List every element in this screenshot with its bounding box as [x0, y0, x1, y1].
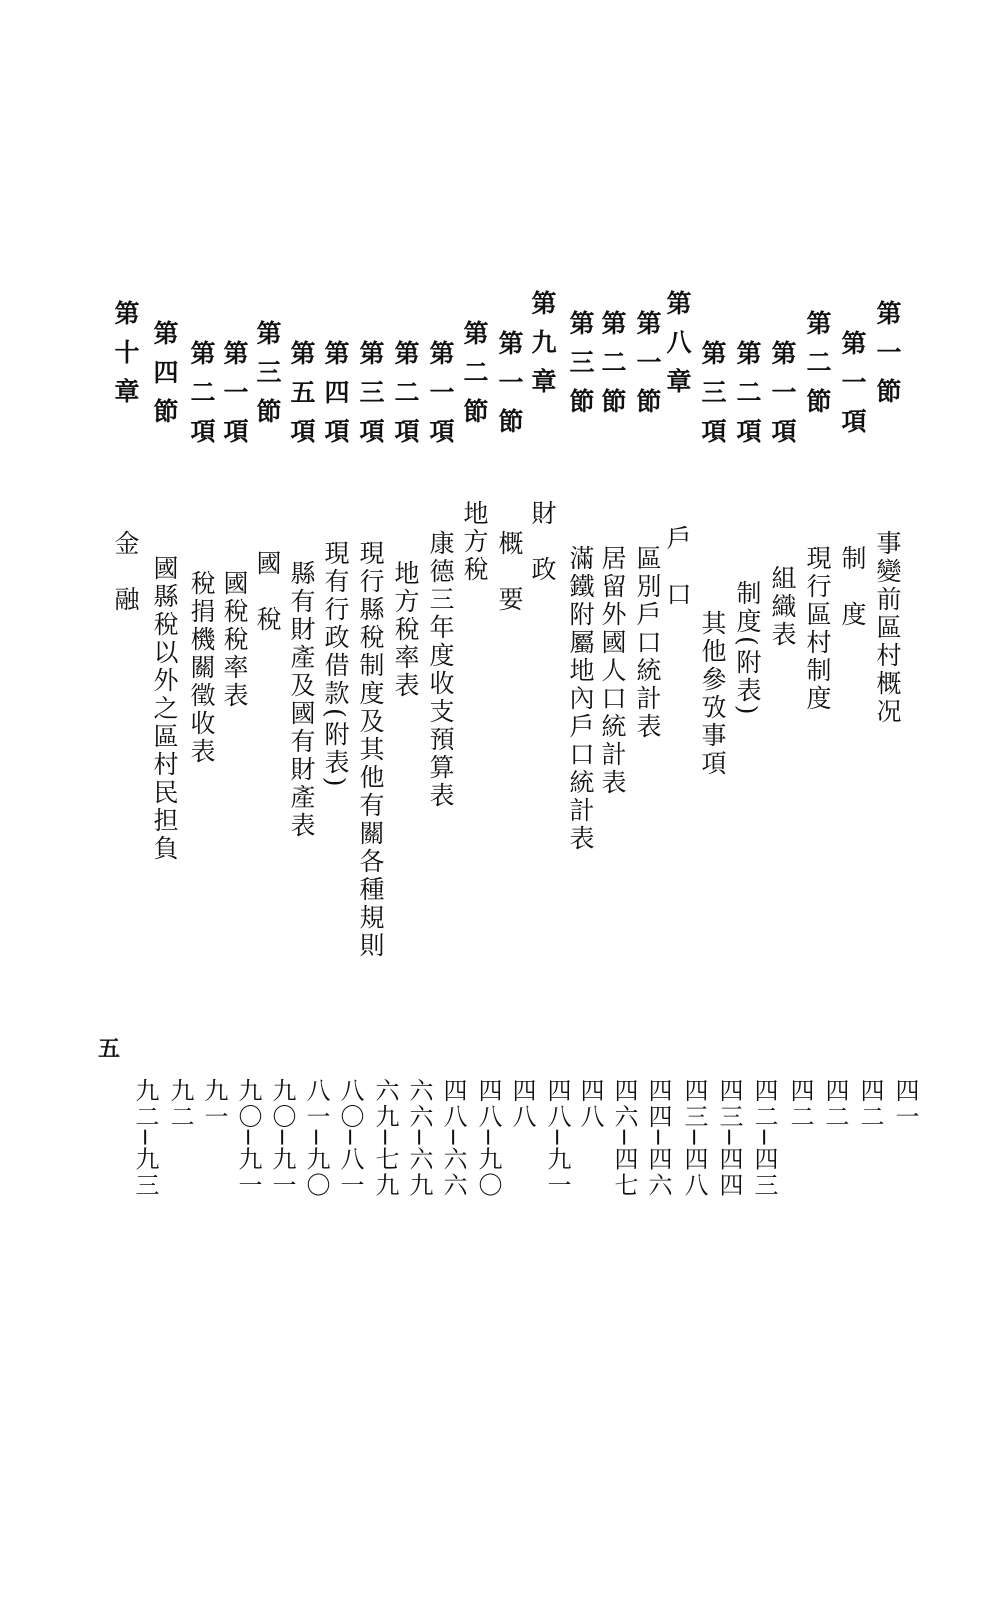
- toc-entry-pages: 四二─四三: [750, 1078, 778, 1199]
- toc-entry-pages: 四八: [576, 1078, 604, 1130]
- toc-entry-label: 第二項: [391, 340, 420, 457]
- toc-entry-title: 現有行政借款(附表): [321, 540, 350, 790]
- toc-entry-pages: 四二: [856, 1078, 884, 1130]
- toc-entry-title: 居留外國人口統計表: [598, 545, 627, 797]
- toc-entry-pages: 四八─六六: [439, 1078, 467, 1199]
- toc-entry-title: 制 度: [838, 545, 867, 629]
- toc-entry-title: 財 政: [528, 500, 557, 584]
- toc-entry-title: 其他參攷事項: [698, 610, 727, 778]
- toc-entry-title: 滿鐵附屬地內戶口統計表: [566, 545, 595, 853]
- toc-entry-pages: 四二: [786, 1078, 814, 1130]
- toc-entry-label: 第二項: [733, 340, 762, 457]
- folio-page-number: 五: [98, 1036, 121, 1062]
- toc-entry-label: 第一項: [768, 340, 797, 457]
- toc-entry-label: 第一項: [838, 330, 867, 447]
- toc-entry-pages: 八一─九〇: [302, 1078, 330, 1199]
- toc-entry-title: 地方稅率表: [391, 560, 420, 700]
- toc-entry-pages: 九二: [166, 1078, 194, 1130]
- toc-entry-label: 第四項: [321, 340, 350, 457]
- toc-entry-title: 康德三年度收支預算表: [426, 530, 455, 810]
- toc-entry-pages: 四二: [821, 1078, 849, 1130]
- toc-entry-label: 第三節: [566, 310, 595, 427]
- toc-entry-title: 現行縣稅制度及其他有關各種規則: [356, 540, 385, 960]
- toc-entry-pages: 八〇─八一: [336, 1078, 364, 1199]
- toc-entry-pages: 四三─四四: [715, 1078, 743, 1199]
- toc-entry-label: 第二節: [598, 310, 627, 427]
- toc-entry-pages: 四一: [891, 1078, 919, 1130]
- toc-entry-pages: 六九─七九: [371, 1078, 399, 1199]
- toc-entry-title: 縣有財產及國有財產表: [287, 560, 316, 840]
- toc-entry-title: 事變前區村概况: [873, 530, 902, 726]
- toc-entry-title: 制度(附表): [733, 580, 762, 718]
- toc-entry-title: 地方稅: [460, 500, 489, 584]
- toc-entry-label: 第二節: [803, 310, 832, 427]
- toc-entry-title: 組織表: [768, 565, 797, 649]
- toc-entry-pages: 四四─四六: [644, 1078, 672, 1199]
- toc-entry-label: 第五項: [287, 340, 316, 457]
- toc-entry-label: 第一項: [426, 340, 455, 457]
- toc-entry-title: 概 要: [495, 530, 524, 614]
- toc-entry-pages: 四八: [508, 1078, 536, 1130]
- toc-entry-label: 第三節: [253, 320, 282, 437]
- toc-entry-pages: 四六─四七: [610, 1078, 638, 1199]
- toc-entry-pages: 九〇─九一: [268, 1078, 296, 1199]
- toc-entry-pages: 九二─九三: [131, 1078, 159, 1199]
- toc-entry-label: 第八章: [663, 290, 692, 407]
- toc-entry-pages: 六六─六九: [405, 1078, 433, 1199]
- toc-entry-label: 第四節: [150, 320, 179, 437]
- toc-entry-label: 第一節: [873, 300, 902, 417]
- toc-entry-label: 第二項: [187, 340, 216, 457]
- toc-entry-label: 第三項: [356, 340, 385, 457]
- toc-entry-label: 第十章: [111, 300, 140, 417]
- toc-entry-title: 國 稅: [253, 550, 282, 634]
- toc-entry-pages: 四三─四八: [680, 1078, 708, 1199]
- toc-entry-title: 區別戶口統計表: [633, 545, 662, 741]
- toc-entry-title: 稅捐機關徵收表: [187, 570, 216, 766]
- toc-entry-pages: 四八─九〇: [474, 1078, 502, 1199]
- toc-entry-title: 戶 口: [663, 525, 692, 609]
- toc-entry-label: 第二節: [460, 320, 489, 437]
- toc-entry-label: 第一項: [220, 340, 249, 457]
- toc-entry-title: 國縣稅以外之區村民担負: [150, 555, 179, 863]
- toc-entry-pages: 四八─九一: [543, 1078, 571, 1199]
- toc-entry-title: 現行區村制度: [803, 545, 832, 713]
- toc-entry-label: 第一節: [633, 310, 662, 427]
- toc-entry-label: 第三項: [698, 340, 727, 457]
- toc-entry-label: 第九章: [528, 290, 557, 407]
- toc-entry-pages: 九一: [200, 1078, 228, 1130]
- toc-entry-label: 第一節: [495, 330, 524, 447]
- toc-entry-title: 金 融: [111, 530, 140, 614]
- toc-entry-title: 國稅稅率表: [220, 570, 249, 710]
- toc-entry-pages: 九〇─九一: [234, 1078, 262, 1199]
